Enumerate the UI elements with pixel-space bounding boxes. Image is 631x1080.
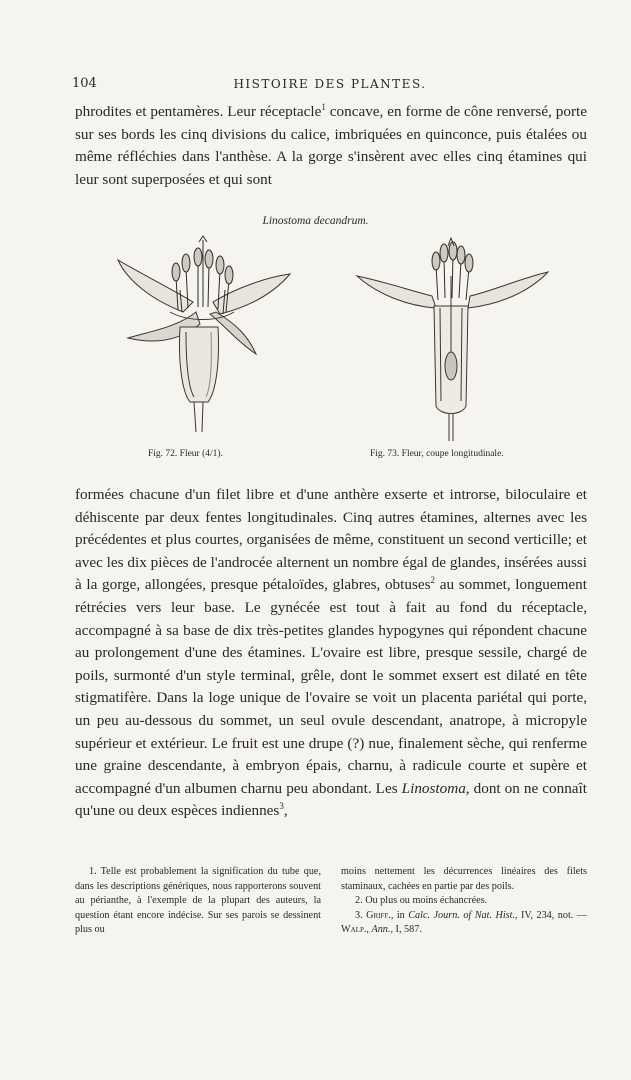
para-top-text-1: phrodites et pentamères. Leur réceptacle <box>75 103 322 120</box>
footnotes-right-column <box>341 865 587 938</box>
page-header <box>72 76 588 94</box>
para-top-text-2: concave, en forme de cône renversé, porte sur ses bords les cinq divisions du calice, imbriquées en quinconce, puis étalées ou même réfléchies dans l'anthèse. A la gorge s'insèrent avec elles cinq étamines qui leur sont superposées et qui sont <box>75 103 587 188</box>
figure-73-label: Fig. 73. Fleur, coupe longitudinale. <box>370 449 504 459</box>
page-number: 104 <box>72 76 97 91</box>
figure-72-label: Fig. 72. Fleur (4/1). <box>148 449 223 459</box>
para-main-text-3: , dont on ne connaît qu'une ou deux espèces indiennes <box>75 779 587 820</box>
footnotes-left-column <box>75 865 321 938</box>
footnote-ref-2: 2 <box>430 575 436 586</box>
footnote-ref-1: 1 <box>321 101 326 112</box>
para-main-text-2: au sommet, longuement rétrécies vers leur base. Le gynécée est tout à fait au fond du réceptacle, accompagné à sa base de dix très-petites glandes hypogynes qui répondent chacune au prolongement d'une des étamines. L'ovaire est libre, presque sessile, chargé de poils, surmonté d'un style terminal, grêle, dont le sommet exsert est dilaté en tête stigmatifère. Dans la loge unique de l'ovaire se voit un placenta pariétal qui porte, un peu au-dessous du sommet, un seul ovule descendant, anatrope, à micropyle supérieur et extérieur. Le fruit est une drupe (?) nue, finalement sèche, qui renferme une graine descendante, à embryon épais, charnu, à radicule courte et supère et accompagné d'un albumen charnu peu abondant. Les <box>75 576 587 797</box>
footnote-1: 1. Telle est probablement la signification du tube que, dans les descriptions génériques, nous rapporterons souvent au périanthe, à l'exemple de la plupart des auteurs, la question étant encore indécise. Sur ses parois se dessinent plus ou <box>75 866 321 936</box>
flower-illustration <box>108 232 298 442</box>
para-main-text-4: , <box>283 802 288 820</box>
footnote-1-continued: moins nettement les décurrences linéaires des filets staminaux, cachées en partie par des poils. <box>341 866 587 892</box>
section-illustration <box>352 236 552 444</box>
figure-title: Linostoma decandrum. <box>262 215 369 227</box>
footnote-3: 3. Griff., in Calc. Journ. of Nat. Hist., IV, 234, not. — Walp., Ann., I, 587. <box>341 909 588 936</box>
footnote-ref-3: 3 <box>279 801 284 812</box>
running-title: HISTOIRE DES PLANTES. <box>233 77 427 91</box>
paragraph-main <box>75 484 587 823</box>
genus-name: Linostoma <box>401 779 466 797</box>
footnote-2: 2. Ou plus ou moins échancrées. <box>355 895 488 907</box>
paragraph-top <box>75 101 587 191</box>
para-main-text-1: formées chacune d'un filet libre et d'une anthère exserte et introrse, biloculaire et déhiscente par deux fentes longitudinales. Cinq autres étamines, alternes avec les précédentes et plus courtes, organisées de même, constituent un second verticille; et avec les dix pièces de l'androcée alternent un nombre égal de glandes, insérées aussi à la gorge, allongées, presque pétaloïdes, glabres, obtuses <box>75 486 587 594</box>
